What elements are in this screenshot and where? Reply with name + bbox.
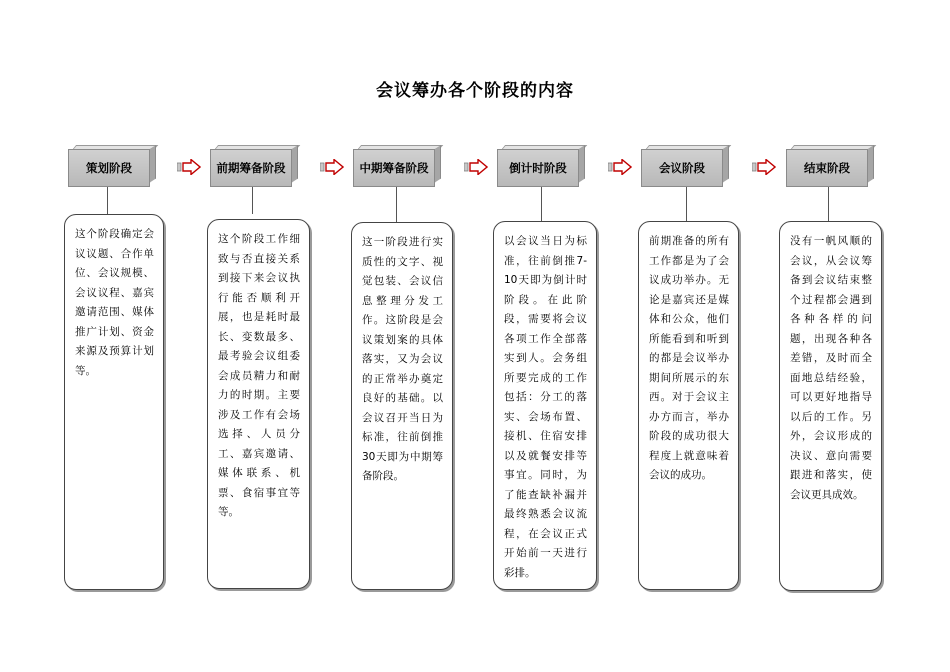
stage-header-planning (68, 145, 156, 187)
connector-line (252, 187, 253, 214)
stage-description-early-prep: 这个阶段工作细致与否直接关系到接下来会议执行能否顺利开展，也是耗时最长、变数最多、最考验会议组委会成员精力和耐力的时期。主要涉及工作有会场选择、人员分工、嘉宾邀请、媒体联系、机票、食宿事宜等等。 (207, 219, 310, 589)
right-arrow-icon (752, 159, 776, 175)
stage-label: 会议阶段 (641, 149, 723, 187)
stage-description-countdown: 以会议当日为标准，往前倒推7-10天即为倒计时阶段。在此阶段，需要将会议各项工作全部落实到人。会务组所要完成的工作包括：分工的落实、会场布置、接机、住宿安排以及就餐安排等事宜。同时，为了能查缺补漏并最终熟悉会议流程，在会议正式开始前一天进行彩排。 (493, 221, 597, 590)
stage-label: 策划阶段 (68, 149, 150, 187)
right-arrow-icon (320, 159, 344, 175)
connector-line (107, 187, 108, 214)
connector-line (541, 187, 542, 221)
stage-label: 倒计时阶段 (497, 149, 579, 187)
stage-header-early-prep (210, 145, 298, 187)
stage-description-mid-prep: 这一阶段进行实质性的文字、视觉包装、会议信息整理分发工作。这阶段是会议策划案的具体落实，又为会议的正常举办奠定良好的基础。以会议召开当日为标准，往前倒推30天即为中期筹备阶段。 (351, 222, 453, 590)
right-arrow-icon (608, 159, 632, 175)
stage-label: 中期筹备阶段 (353, 149, 435, 187)
stage-header-closing (786, 145, 874, 187)
connector-line (686, 187, 687, 221)
stage-description-closing: 没有一帆风顺的会议，从会议筹备到会议结束整个过程都会遇到各种各样的问题，出现各种各差错，及时而全面地总结经验，可以更好地指导以后的工作。另外，会议形成的决议、意向需要跟进和落实，使会议更具成效。 (779, 221, 882, 591)
stage-header-mid-prep (353, 145, 441, 187)
stage-label: 前期筹备阶段 (210, 149, 292, 187)
stage-label: 结束阶段 (786, 149, 868, 187)
stage-header-countdown (497, 145, 585, 187)
connector-line (396, 187, 397, 222)
stage-description-conference: 前期准备的所有工作都是为了会议成功举办。无论是嘉宾还是媒体和公众，他们所能看到和听到的都是会议举办期间所展示的东西。对于会议主办方而言，举办阶段的成功很大程度上就意味着会议的成功。 (638, 221, 739, 590)
right-arrow-icon (464, 159, 488, 175)
connector-line (828, 187, 829, 221)
right-arrow-icon (177, 159, 201, 175)
stage-header-conference (641, 145, 729, 187)
diagram-title: 会议筹办各个阶段的内容 (376, 81, 574, 101)
stage-description-planning: 这个阶段确定会议议题、合作单位、会议规模、会议议程、嘉宾邀请范围、媒体推广计划、资金来源及预算计划等。 (64, 214, 164, 590)
